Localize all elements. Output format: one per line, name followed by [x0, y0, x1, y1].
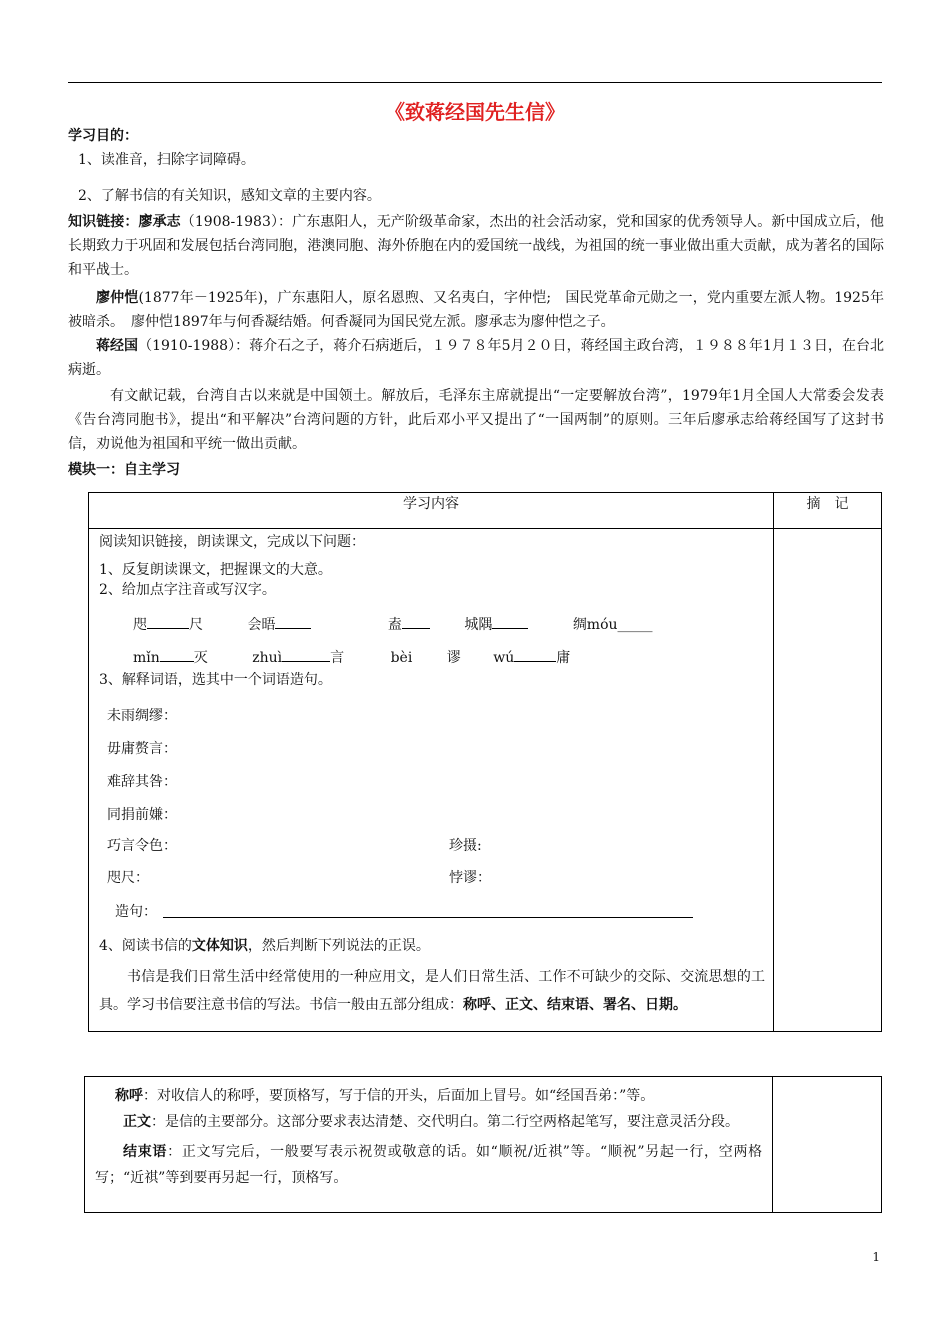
knowledge-jiang-jingguo [68, 334, 884, 382]
knowledge-liao-zhongkai [68, 286, 884, 334]
greeting-text: ：对收信人的称呼，要顶格写，写于信的开头，后面加上冒号。如“经国吾弟：”等。 [143, 1088, 655, 1104]
blank-text: _____ [617, 617, 653, 633]
greeting-label: 称呼 [115, 1088, 143, 1104]
word-choumou: 绸móu [572, 617, 618, 633]
letter-format-paragraph [99, 963, 765, 1019]
letter-parts-table [84, 1076, 882, 1213]
pinyin-wu: wú [493, 650, 515, 666]
text-liao-chengzhi: （1908-1983）：广东惠阳人，无产阶级革命家，杰出的社会活动家，党和国家的优秀领导人。新中国成立后，他长期致力于巩固和发展包括台湾同胞，港澳同胞、海外侨胞在内的爱国统一战线，为祖国的统一事业做出重大贡献，成为著名的国际和平战士。 [68, 214, 885, 278]
question-2: 2、给加点字注音或写汉字。 [99, 582, 276, 598]
page-title: 《致蒋经国先生信》 [385, 100, 565, 124]
name-liao-zhongkai: 廖仲恺 [96, 290, 139, 306]
name-jiang-jingguo: 蒋经国 [96, 338, 139, 354]
blank[interactable] [282, 647, 330, 662]
term-2: 毋庸赘言： [107, 741, 177, 757]
char-he: 盍 [387, 617, 402, 633]
blank[interactable] [402, 614, 430, 629]
blank[interactable] [275, 614, 311, 629]
body-row [95, 1109, 762, 1135]
word-huiwu: 会晤 [247, 617, 276, 633]
pinyin-bei: bèi [390, 650, 413, 666]
greeting-row [95, 1083, 762, 1109]
module1-intro: 阅读知识链接，朗读课文，完成以下问题： [99, 534, 365, 550]
question-3: 3、解释词语，选其中一个词语造句。 [99, 672, 332, 688]
knowledge-label: 知识链接： [68, 214, 139, 230]
closing-label: 结束语 [123, 1144, 168, 1160]
q4-text-c: ，然后判断下列说法的正误。 [247, 938, 430, 954]
body-text: ：是信的主要部分。这部分要求表达清楚、交代明白。第二行空两格起笔写，要注意灵活分段。 [151, 1114, 739, 1130]
q4-text-bold: 文体知识 [191, 938, 248, 954]
pinyin-row-2 [133, 647, 570, 669]
sentence-label: 造句： [115, 904, 157, 920]
sentence-line[interactable] [163, 917, 693, 918]
char-zhi: 咫 [133, 617, 147, 633]
content-cell [89, 529, 774, 1032]
term-3: 难辞其咎： [107, 774, 177, 790]
char-yan: 言 [330, 650, 345, 666]
module1-table [88, 492, 882, 1032]
col-header-notes: 摘 记 [774, 493, 882, 529]
term-7: 咫尺： [107, 870, 149, 886]
term-4: 同捐前嫌： [107, 807, 177, 823]
goals-heading: 学习目的： [68, 128, 138, 144]
term-6: 珍摄: [449, 838, 482, 854]
pinyin-row-1 [133, 614, 653, 636]
blank[interactable] [147, 614, 189, 629]
letter-parts: 称呼、正文、结束语、署名、日期。 [463, 997, 687, 1013]
letter-parts-cell [85, 1077, 773, 1213]
letter-format-text: 书信是我们日常生活中经常使用的一种应用文，是人们日常生活、工作不可缺少的交际、交流思想的工具。学习书信要注意书信的写法。书信一般由五部分组成： [99, 969, 765, 1013]
char-mie: 灭 [193, 650, 208, 666]
notes-cell[interactable] [774, 529, 882, 1032]
term-8: 悖谬： [449, 870, 491, 886]
text-jiang-jingguo: （1910-1988）：蒋介石之子，蒋介石病逝后，１９７８年5月２０日，蒋经国主政台湾，１９８８年1月１３日，在台北病逝。 [68, 338, 884, 378]
closing-row [95, 1139, 762, 1191]
word-chengyu: 城隅 [464, 617, 493, 633]
blank[interactable] [160, 647, 194, 662]
question-4 [99, 935, 430, 957]
char-chi: 尺 [189, 617, 203, 633]
header-rule [68, 82, 882, 83]
q4-text-a: 4、阅读书信的 [99, 938, 192, 954]
pinyin-min: mǐn [133, 650, 160, 666]
closing-text: ：正文写完后，一般要写表示祝贺或敬意的话。如“顺祝/近祺”等。“顺祝”另起一行，空两格写；“近祺”等到要再另起一行，顶格写。 [95, 1144, 763, 1186]
char-yong: 庸 [556, 650, 571, 666]
page-number: 1 [872, 1250, 880, 1264]
term-1: 未雨绸缪： [107, 708, 177, 724]
col-header-content: 学习内容 [89, 493, 774, 529]
goal-item-2: 2、了解书信的有关知识，感知文章的主要内容。 [78, 188, 381, 204]
knowledge-history: 有文献记载，台湾自古以来就是中国领土。解放后，毛泽东主席就提出“一定要解放台湾”，1979年1月全国人大常委会发表《告台湾同胞书》，提出“和平解决”台湾问题的方针，此后邓小平又提出了“一国两制”的原则。三年后廖承志给蒋经国写了这封书信，劝说他为祖国和平统一做出贡献。 [68, 388, 884, 452]
name-liao-chengzhi: 廖承志 [138, 214, 181, 230]
letter-notes-cell[interactable] [773, 1077, 882, 1213]
char-miu: 谬 [446, 650, 461, 666]
goal-item-1: 1、读准音，扫除字词障碍。 [78, 152, 255, 168]
blank[interactable] [514, 647, 556, 662]
module1-heading: 模块一：自主学习 [68, 462, 180, 478]
term-5: 巧言令色： [107, 838, 177, 854]
pinyin-zhui: zhuì [252, 650, 283, 666]
blank[interactable] [492, 614, 528, 629]
body-label: 正文 [123, 1114, 151, 1130]
question-1: 1、反复朗读课文，把握课文的大意。 [99, 562, 332, 578]
knowledge-liao-chengzhi [68, 210, 884, 282]
text-liao-zhongkai: (1877年－1925年)，广东惠阳人，原名恩煦、又名夷白，字仲恺; 国民党革命元勋之一，党内重要左派人物。1925年被暗杀。 廖仲恺1897年与何香凝结婚。何香凝同为国民党左派。廖承志为廖仲恺之子。 [68, 290, 884, 330]
